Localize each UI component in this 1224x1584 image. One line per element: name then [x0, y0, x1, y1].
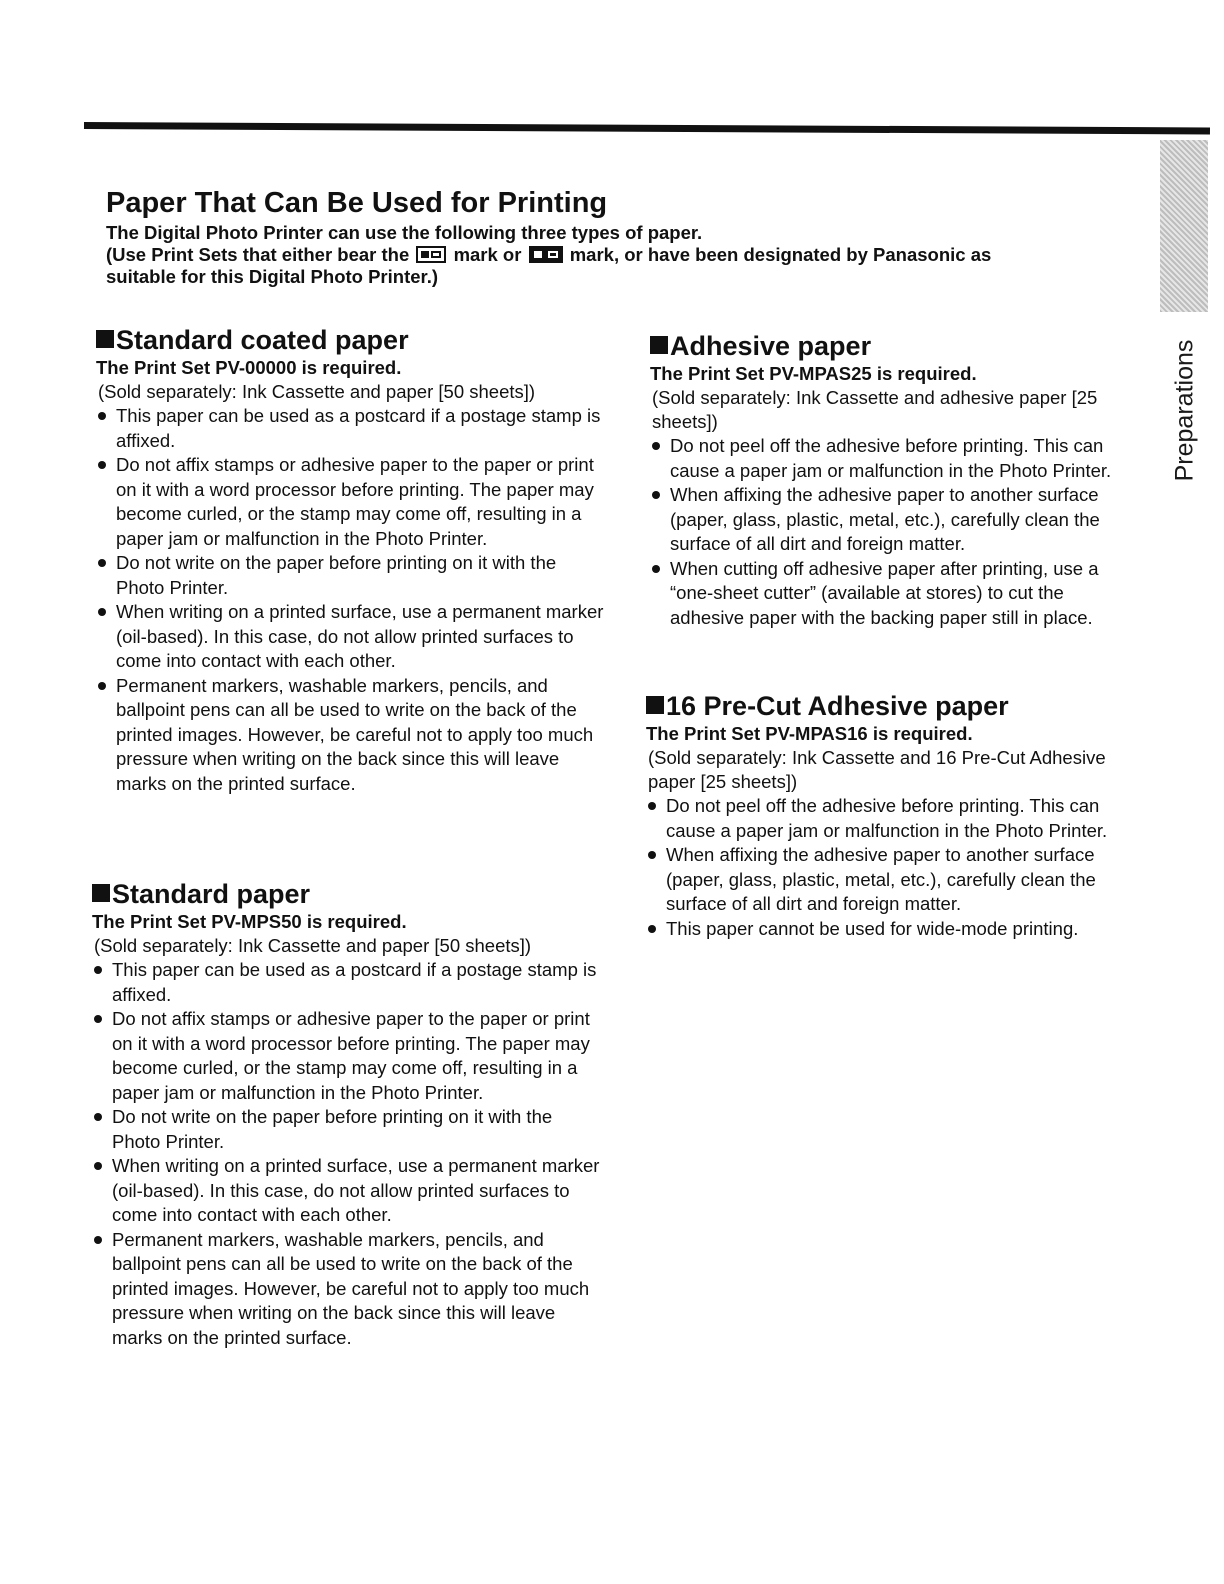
- list-item: [96, 453, 606, 551]
- bullet-dot-icon: [94, 1162, 102, 1170]
- list-item-text: This paper cannot be used for wide-mode printing.: [666, 917, 1079, 939]
- square-bullet-icon: [96, 330, 114, 348]
- list-item: [92, 1228, 602, 1351]
- section-title: [96, 324, 606, 356]
- section-title: [646, 690, 1126, 722]
- section-tab-label: [1153, 320, 1217, 500]
- page-title: Paper That Can Be Used for Printing: [106, 187, 608, 219]
- required-print-set: The Print Set PV-MPAS25 is required.: [650, 363, 977, 384]
- list-item: [96, 404, 606, 453]
- section-standard-coated-paper: [96, 324, 606, 796]
- intro-line-2: [106, 244, 1116, 266]
- bullet-dot-icon: [94, 966, 102, 974]
- bullet-dot-icon: [648, 925, 656, 933]
- list-item-text: This paper can be used as a postcard if a postage stamp is affixed.: [112, 959, 597, 1005]
- list-item: [96, 551, 606, 600]
- intro-line-3: suitable for this Digital Photo Printer.): [106, 266, 438, 287]
- bullet-list: [92, 958, 602, 1350]
- section-tab-marker: [1160, 140, 1208, 312]
- bullet-dot-icon: [98, 682, 106, 690]
- list-item: [96, 674, 606, 797]
- sold-separately-note: (Sold separately: Ink Cassette and paper [50 sheets]): [94, 935, 532, 956]
- bullet-dot-icon: [648, 851, 656, 859]
- list-item: [96, 600, 606, 674]
- section-title: [650, 330, 1140, 362]
- bullet-dot-icon: [648, 802, 656, 810]
- required-print-set: The Print Set PV-MPAS16 is required.: [646, 723, 973, 744]
- intro-line-2-a: (Use Print Sets that either bear the: [106, 244, 410, 265]
- intro-line-2-b: mark or: [453, 244, 522, 265]
- section-title: [92, 878, 602, 910]
- list-item: [646, 843, 1126, 917]
- section-title-text: Standard coated paper: [116, 325, 409, 355]
- section-adhesive-paper: [650, 330, 1140, 630]
- bullet-dot-icon: [652, 442, 660, 450]
- list-item: [650, 557, 1140, 631]
- intro-line-1: The Digital Photo Printer can use the following three types of paper.: [106, 222, 703, 243]
- bullet-dot-icon: [94, 1113, 102, 1121]
- list-item-text: When writing on a printed surface, use a permanent marker (oil-based). In this case, do not allow printed surfaces to come into contact with each other.: [112, 1155, 600, 1225]
- section-tab-text: Preparations: [1170, 339, 1199, 481]
- sold-separately-note: (Sold separately: Ink Cassette and paper [50 sheets]): [98, 381, 536, 402]
- bullet-dot-icon: [98, 461, 106, 469]
- list-item: [650, 434, 1140, 483]
- list-item-text: Permanent markers, washable markers, pencils, and ballpoint pens can all be used to write on the back of the printed images. However, be careful not to apply too much pressure when writing on the back since this will leave marks on the printed surface.: [116, 674, 594, 794]
- square-bullet-icon: [92, 884, 110, 902]
- list-item: [646, 794, 1126, 843]
- bullet-dot-icon: [94, 1236, 102, 1244]
- bullet-list: [646, 794, 1126, 941]
- list-item: [646, 917, 1126, 942]
- bullet-dot-icon: [98, 412, 106, 420]
- list-item-text: Do not affix stamps or adhesive paper to the paper or print on it with a word processor before printing. The paper may become curled, or the stamp may come off, resulting in a paper jam or malfunction in the Photo Printer.: [112, 1008, 590, 1103]
- bullet-dot-icon: [652, 491, 660, 499]
- bullet-list: [96, 404, 606, 796]
- section-title-text: Adhesive paper: [670, 331, 872, 361]
- print-set-mark-icon: [416, 246, 446, 263]
- section-title-text: Standard paper: [112, 879, 311, 909]
- list-item-text: When affixing the adhesive paper to another surface (paper, glass, plastic, metal, etc.), carefully clean the surface of all dirt and foreign matter.: [666, 844, 1096, 914]
- section-title-text: 16 Pre-Cut Adhesive paper: [666, 691, 1009, 721]
- required-print-set: The Print Set PV-00000 is required.: [96, 357, 402, 378]
- list-item-text: Do not write on the paper before printing on it with the Photo Printer.: [116, 552, 557, 598]
- section-standard-paper: [92, 878, 602, 1350]
- list-item: [92, 1154, 602, 1228]
- list-item-text: When writing on a printed surface, use a permanent marker (oil-based). In this case, do not allow printed surfaces to come into contact with each other.: [116, 601, 604, 671]
- bullet-dot-icon: [94, 1015, 102, 1023]
- square-bullet-icon: [646, 696, 664, 714]
- intro-line-2-c: mark, or have been designated by Panasonic as: [569, 244, 992, 265]
- list-item: [650, 483, 1140, 557]
- wide-print-set-mark-icon: [529, 246, 563, 263]
- list-item-text: When affixing the adhesive paper to another surface (paper, glass, plastic, metal, etc.), carefully clean the surface of all dirt and foreign matter.: [670, 484, 1100, 554]
- header-rule: [84, 122, 1210, 135]
- list-item-text: Do not write on the paper before printing on it with the Photo Printer.: [112, 1106, 553, 1152]
- list-item: [92, 1007, 602, 1105]
- list-item: [92, 1105, 602, 1154]
- list-item-text: Do not peel off the adhesive before printing. This can cause a paper jam or malfunction in the Photo Printer.: [666, 795, 1108, 841]
- list-item-text: This paper can be used as a postcard if a postage stamp is affixed.: [116, 405, 601, 451]
- square-bullet-icon: [650, 336, 668, 354]
- list-item: [92, 958, 602, 1007]
- list-item-text: Permanent markers, washable markers, pencils, and ballpoint pens can all be used to write on the back of the printed images. However, be careful not to apply too much pressure when writing on the back since this will leave marks on the printed surface.: [112, 1228, 590, 1348]
- list-item-text: Do not affix stamps or adhesive paper to the paper or print on it with a word processor before printing. The paper may become curled, or the stamp may come off, resulting in a paper jam or malfunction in the Photo Printer.: [116, 454, 594, 549]
- required-print-set: The Print Set PV-MPS50 is required.: [92, 911, 407, 932]
- bullet-list: [650, 434, 1140, 630]
- list-item-text: Do not peel off the adhesive before printing. This can cause a paper jam or malfunction in the Photo Printer.: [670, 435, 1112, 481]
- sold-separately-note: (Sold separately: Ink Cassette and 16 Pre-Cut Adhesive paper [25 sheets]): [648, 747, 1106, 792]
- bullet-dot-icon: [98, 608, 106, 616]
- list-item-text: When cutting off adhesive paper after printing, use a “one-sheet cutter” (available at stores) to cut the adhesive paper with the backing paper still in place.: [670, 557, 1099, 628]
- bullet-dot-icon: [652, 565, 660, 573]
- sold-separately-note: (Sold separately: Ink Cassette and adhesive paper [25 sheets]): [652, 387, 1098, 432]
- section-16-pre-cut-adhesive-paper: [646, 690, 1126, 941]
- intro-block: [106, 186, 1116, 288]
- bullet-dot-icon: [98, 559, 106, 567]
